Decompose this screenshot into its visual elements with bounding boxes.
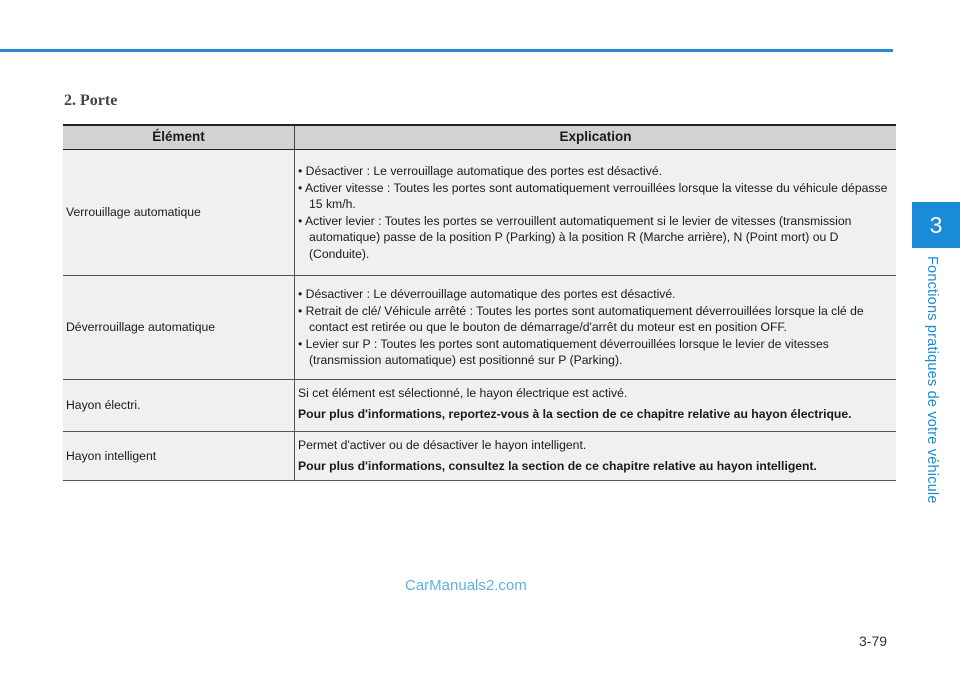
row-explanation: [295, 150, 897, 276]
bullet-item: • Activer levier : Toutes les portes se verrouillent automatiquement si le levier de vitesses (transmission automatique) passe de la position P (Parking) à la position R (Marche arrière), N (Point mort) ou D (Conduite).: [298, 213, 852, 261]
row-text: Si cet élément est sélectionné, le hayon électrique est activé.: [298, 386, 628, 400]
settings-table: [63, 124, 896, 481]
row-explanation: [295, 276, 897, 380]
chapter-tab: 3: [912, 202, 960, 248]
bullet-item: • Désactiver : Le déverrouillage automatique des portes est désactivé.: [298, 287, 676, 302]
bullet-list: [298, 163, 890, 262]
row-element-label: Hayon intelligent: [63, 432, 295, 481]
top-rule: [0, 49, 893, 52]
column-header-explication: Explication: [295, 125, 897, 150]
row-element-label: Déverrouillage automatique: [63, 276, 295, 380]
bullet-item: • Levier sur P : Toutes les portes sont automatiquement déverrouillées lorsque le levier de vitesses (transmission automatique) est positionné sur P (Parking).: [298, 336, 829, 368]
bullet-item: • Activer vitesse : Toutes les portes sont automatiquement verrouillées lorsque la vitesse du véhicule dépasse 15 km/h.: [298, 180, 888, 211]
row-element-label: Hayon électri.: [63, 380, 295, 432]
row-element-label: Verrouillage automatique: [63, 150, 295, 276]
bullet-list: [298, 286, 890, 369]
table-row: [63, 276, 896, 380]
page-number: 3-79: [859, 633, 888, 649]
table-row: [63, 150, 896, 276]
table-row: [63, 380, 896, 432]
column-header-element: Élément: [63, 125, 295, 150]
row-note: Pour plus d'informations, reportez-vous à la section de ce chapitre relative au hayon électrique.: [298, 406, 852, 421]
row-note: Pour plus d'informations, consultez la section de ce chapitre relative au hayon intelligent.: [298, 458, 817, 473]
row-explanation: [295, 380, 897, 432]
table-header-row: [63, 125, 896, 150]
section-title: 2. Porte: [64, 92, 118, 109]
chapter-label: Fonctions pratiques de votre véhicule: [924, 256, 940, 504]
row-explanation: [295, 432, 897, 481]
row-text: Permet d'activer ou de désactiver le hayon intelligent.: [298, 438, 587, 452]
table-row: [63, 432, 896, 481]
bullet-item: • Désactiver : Le verrouillage automatique des portes est désactivé.: [298, 164, 662, 178]
watermark: CarManuals2.com: [405, 577, 527, 594]
bullet-item: • Retrait de clé/ Véhicule arrêté : Toutes les portes sont automatiquement déverrouillées lorsque la clé de contact est retirée ou que le bouton de démarrage/d'arrêt du moteur est en position OFF.: [298, 303, 864, 335]
